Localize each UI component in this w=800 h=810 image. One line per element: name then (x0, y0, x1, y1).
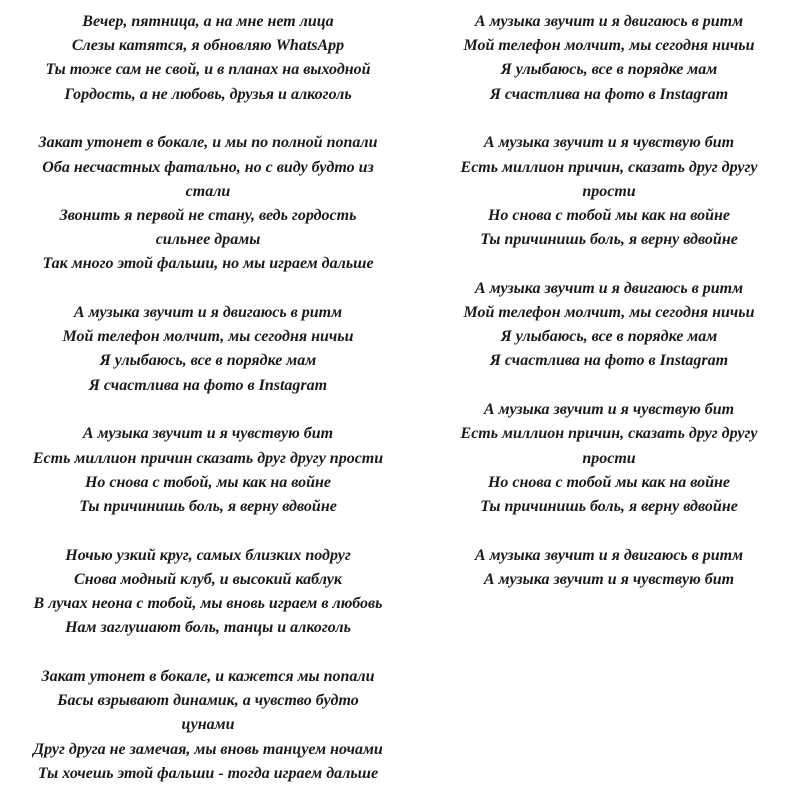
lyric-line: Закат утонет в бокале, и мы по полной попали (38, 134, 378, 152)
lyric-line: Я счастлива на фото в Instagram (489, 352, 729, 370)
chorus-3a (426, 277, 792, 374)
lyric-line: Ты причинишь боль, я верну вдвойне (79, 497, 337, 515)
lyric-line: Я счастлива на фото в Instagram (489, 85, 729, 103)
lyric-line: Есть миллион причин, сказать друг другу прости (460, 158, 758, 200)
lyric-line: Ты причинишь боль, я верну вдвойне (480, 497, 738, 515)
lyrics-right-column (426, 10, 792, 617)
pre-chorus-1 (8, 131, 408, 276)
chorus-2b (426, 131, 792, 252)
lyric-line: А музыка звучит и я двигаюсь в ритм (73, 304, 343, 322)
chorus-1b (8, 422, 408, 519)
lyric-line: Мой телефон молчит, мы сегодня ничьи (62, 328, 354, 346)
lyric-line: А музыка звучит и я двигаюсь в ритм (474, 13, 744, 30)
pre-chorus-2 (8, 665, 408, 786)
lyric-line: А музыка звучит и я чувствую бит (483, 401, 735, 419)
lyric-line: А музыка звучит и я чувствую бит (82, 425, 334, 443)
lyric-line: Ты тоже сам не свой, и в планах на выходной (45, 61, 371, 79)
lyric-line: Ты причинишь боль, я верну вдвойне (480, 231, 738, 249)
lyric-line: Звонить я первой не стану, ведь гордость сильнее драмы (59, 206, 357, 249)
lyric-line: А музыка звучит и я двигаюсь в ритм (474, 546, 744, 564)
lyric-line: Я улыбаюсь, все в порядке мам (500, 328, 718, 346)
chorus-2a (426, 10, 792, 107)
lyrics-left-column (8, 10, 408, 810)
lyric-line: Мой телефон молчит, мы сегодня ничьи (463, 304, 755, 322)
lyric-line: Слезы катятся, я обновляю WhatsApp (71, 37, 345, 55)
lyric-line: Снова модный клуб, и высокий каблук (74, 570, 342, 588)
lyric-line: Басы взрывают динамик, а чувство будто цунами (57, 692, 359, 734)
lyric-line: Мой телефон молчит, мы сегодня ничьи (463, 37, 755, 55)
verse-1 (8, 10, 408, 107)
lyric-line: Вечер, пятница, а на мне нет лица (82, 13, 334, 30)
lyric-line: Оба несчастных фатально, но с виду будто из стали (42, 158, 374, 200)
lyric-line: Ночью узкий круг, самых близких подруг (65, 546, 351, 564)
lyric-line: А музыка звучит и я двигаюсь в ритм (474, 279, 744, 297)
lyric-line: В лучах неона с тобой, мы вновь играем в любовь (33, 595, 383, 613)
lyric-line: Ты хочешь этой фальши - тогда играем дальше (37, 764, 379, 782)
chorus-3b (426, 398, 792, 519)
chorus-1a (8, 301, 408, 398)
lyric-line: Нам заглушают боль, танцы и алкоголь (65, 619, 351, 637)
lyric-line: Так много этой фальши, но мы играем дальше (42, 255, 374, 273)
lyric-line: Есть миллион причин сказать друг другу прости (32, 449, 384, 467)
lyric-line: Но снова с тобой мы как на войне (487, 206, 731, 224)
lyric-line: Гордость, а не любовь, друзья и алкоголь (64, 85, 352, 103)
lyric-line: Но снова с тобой, мы как на войне (84, 473, 332, 491)
lyric-line: Но снова с тобой мы как на войне (487, 473, 731, 491)
lyric-line: А музыка звучит и я чувствую бит (483, 134, 735, 152)
lyric-line: Я счастлива на фото в Instagram (88, 376, 328, 394)
lyric-line: Я улыбаюсь, все в порядке мам (99, 352, 317, 370)
lyric-line: Друг друга не замечая, мы вновь танцуем ночами (33, 740, 383, 758)
outro (426, 544, 792, 592)
lyric-line: А музыка звучит и я чувствую бит (483, 570, 735, 588)
lyric-line: Есть миллион причин, сказать друг другу прости (460, 425, 758, 467)
lyric-line: Я улыбаюсь, все в порядке мам (500, 61, 718, 79)
verse-2 (8, 544, 408, 641)
lyric-line: Закат утонет в бокале, и кажется мы попали (41, 667, 375, 685)
